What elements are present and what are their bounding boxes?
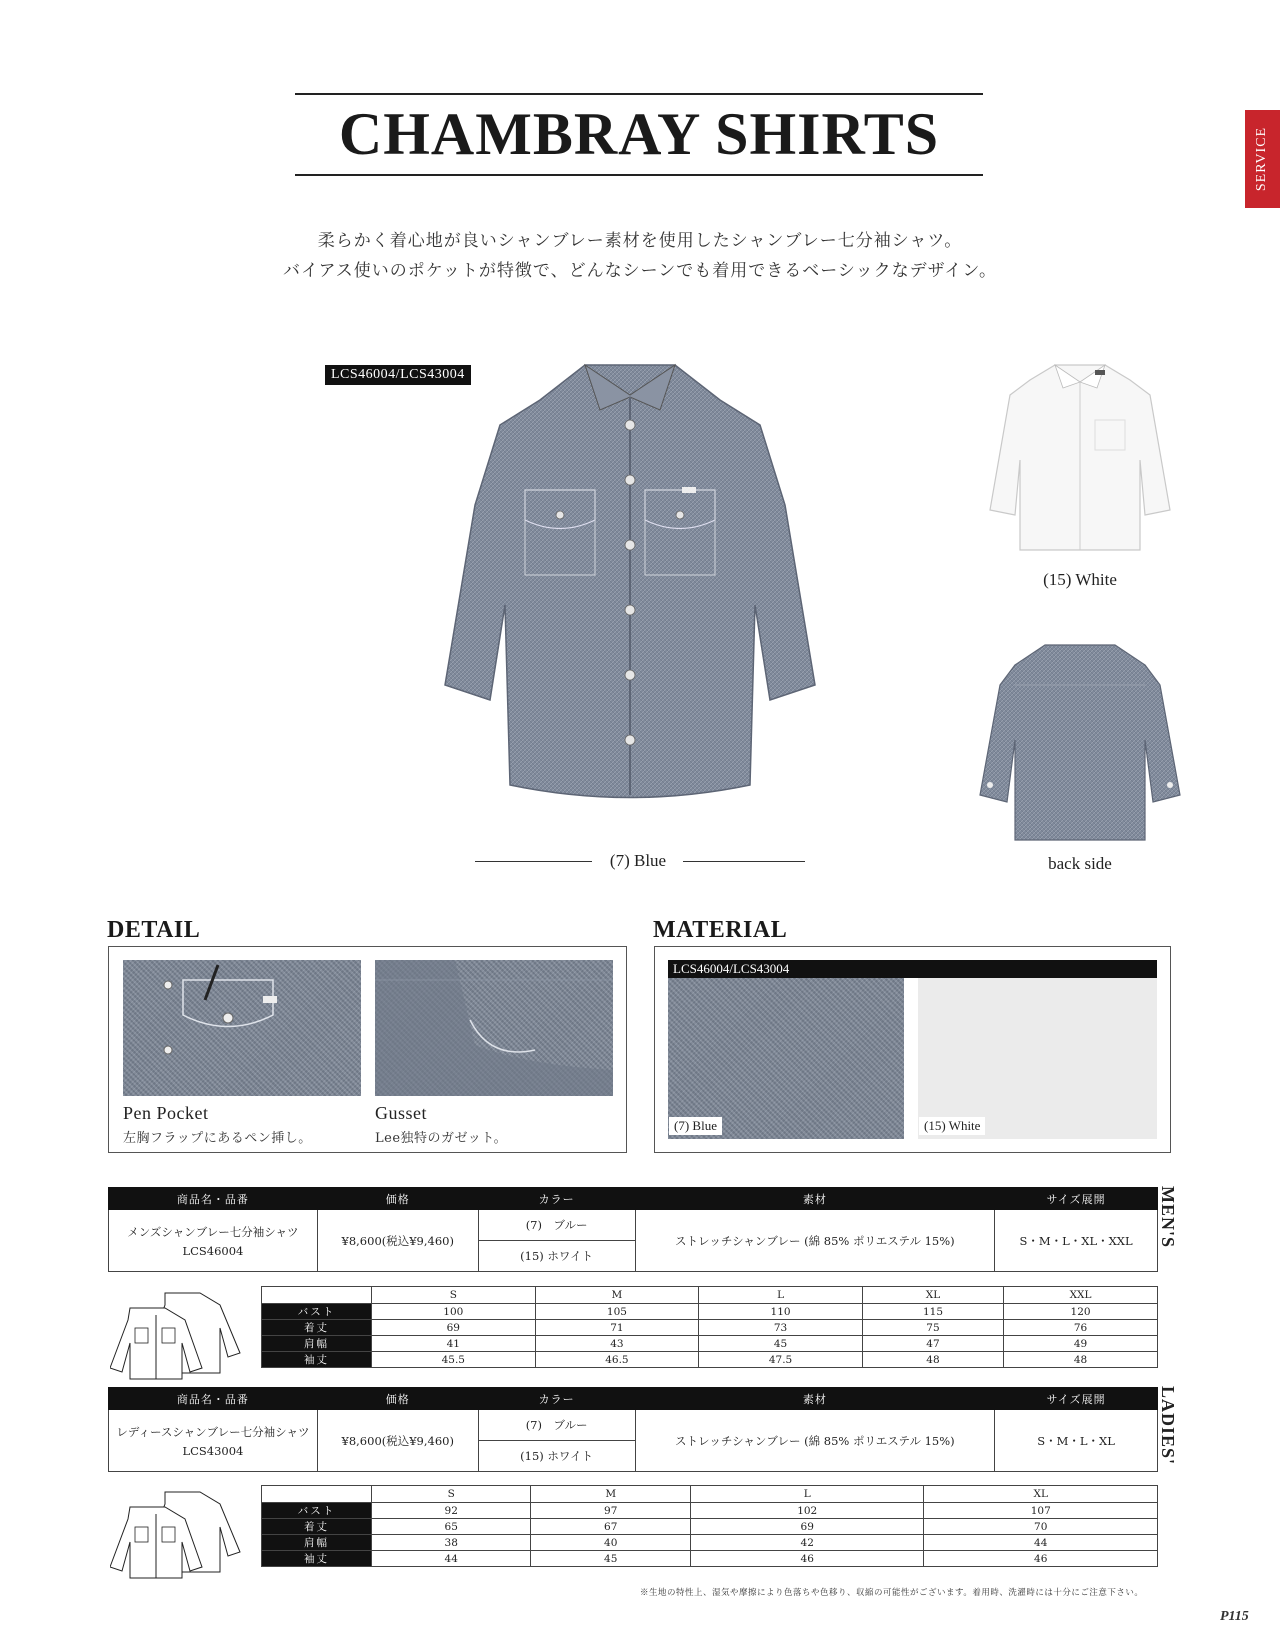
page-number: P115	[1220, 1609, 1249, 1624]
mens-length-s: 69	[372, 1320, 536, 1336]
mens-length-l: 73	[699, 1320, 863, 1336]
mens-shoulder-m: 43	[535, 1336, 699, 1352]
ladies-size-label-sleeve: 袖丈	[262, 1551, 372, 1567]
ladies-sleeve-m: 45	[531, 1551, 690, 1567]
description-line-1: 柔らかく着心地が良いシャンブレー素材を使用したシャンブレー七分袖シャツ。	[317, 231, 963, 251]
ladies-size-header-row	[262, 1486, 1158, 1503]
mens-header-sizes: サイズ展開	[995, 1188, 1158, 1210]
ladies-bust-xl: 107	[924, 1503, 1158, 1519]
shirt-back-image	[975, 640, 1185, 845]
ladies-header-color: カラー	[478, 1388, 635, 1410]
ladies-length-l: 69	[690, 1519, 924, 1535]
ladies-size-corner	[262, 1486, 372, 1503]
ladies-sizes: S・M・L・XL	[995, 1410, 1158, 1472]
service-tab[interactable]	[1245, 110, 1280, 208]
ladies-bust-l: 102	[690, 1503, 924, 1519]
mens-size-row-shoulder	[262, 1336, 1158, 1352]
mens-size-label-shoulder: 肩幅	[262, 1336, 372, 1352]
mens-bust-xxl: 120	[1004, 1304, 1158, 1320]
ladies-size-label-length: 着丈	[262, 1519, 372, 1535]
ladies-side-label: LADIES'	[1158, 1386, 1178, 1466]
material-label-blue: (7) Blue	[669, 1117, 722, 1135]
ladies-shirt-diagram	[110, 1482, 252, 1579]
ladies-bust-s: 92	[372, 1503, 531, 1519]
ladies-sleeve-xl: 46	[924, 1551, 1158, 1567]
mens-product-header	[109, 1188, 1158, 1210]
caption-line-right	[683, 861, 805, 862]
mens-size-row-bust	[262, 1304, 1158, 1320]
mens-product-name-cell	[109, 1210, 318, 1272]
shirt-white-image	[985, 360, 1175, 560]
ladies-header-sizes: サイズ展開	[995, 1388, 1158, 1410]
ladies-product-name-cell	[109, 1410, 318, 1472]
mens-price: ¥8,600(税込¥9,460)	[317, 1210, 478, 1272]
mens-sleeve-l: 47.5	[699, 1352, 863, 1368]
mens-sleeve-xl: 48	[862, 1352, 1003, 1368]
mens-size-label-length: 着丈	[262, 1320, 372, 1336]
ladies-length-s: 65	[372, 1519, 531, 1535]
detail-heading: DETAIL	[107, 917, 201, 943]
ladies-size-col-l: L	[690, 1486, 924, 1503]
mens-sleeve-s: 45.5	[372, 1352, 536, 1368]
pen-pocket-image	[123, 960, 361, 1096]
mens-size-row-sleeve	[262, 1352, 1158, 1368]
ladies-sleeve-s: 44	[372, 1551, 531, 1567]
material-swatch-white	[918, 978, 1157, 1139]
material-heading: MATERIAL	[653, 917, 788, 943]
ladies-bust-m: 97	[531, 1503, 690, 1519]
ladies-product-name: レディースシャンブレー七分袖シャツ	[116, 1424, 310, 1439]
detail-item-1-title: Pen Pocket	[123, 1103, 209, 1123]
title-rule-top	[295, 93, 983, 95]
title-rule-bottom	[295, 174, 983, 176]
mens-shirt-diagram	[110, 1283, 252, 1380]
ladies-shoulder-xl: 44	[924, 1535, 1158, 1551]
ladies-size-label-bust: バスト	[262, 1503, 372, 1519]
mens-bust-l: 110	[699, 1304, 863, 1320]
ladies-color-1: (7) ブルー	[478, 1410, 635, 1441]
ladies-header-price: 価格	[317, 1388, 478, 1410]
mens-sleeve-xxl: 48	[1004, 1352, 1158, 1368]
ladies-size-label-shoulder: 肩幅	[262, 1535, 372, 1551]
material-code-bar: LCS46004/LCS43004	[668, 960, 1157, 978]
ladies-size-col-xl: XL	[924, 1486, 1158, 1503]
mens-side-label: MEN'S	[1158, 1186, 1178, 1249]
ladies-sleeve-l: 46	[690, 1551, 924, 1567]
ladies-shoulder-l: 42	[690, 1535, 924, 1551]
mens-bust-m: 105	[535, 1304, 699, 1320]
mens-color-2: (15) ホワイト	[478, 1241, 635, 1272]
ladies-size-col-s: S	[372, 1486, 531, 1503]
pen-pocket-detail-graphic	[123, 960, 361, 1096]
caption-white: (15) White	[1043, 570, 1117, 589]
mens-size-header-row	[262, 1287, 1158, 1304]
description-line-2: バイアス使いのポケットが特徴で、どんなシーンでも着用できるベーシックなデザイン。	[282, 261, 998, 281]
mens-product-row	[109, 1210, 1158, 1241]
footnote: ※生地の特性上、湿気や摩擦により色落ちや色移り、収縮の可能性がございます。着用時、洗濯時には十分にご注意下さい。	[640, 1588, 1144, 1598]
ladies-size-row-bust	[262, 1503, 1158, 1519]
page-title: CHAMBRAY SHIRTS	[338, 101, 940, 167]
ladies-shoulder-s: 38	[372, 1535, 531, 1551]
mens-material: ストレッチシャンブレー (綿 85% ポリエステル 15%)	[635, 1210, 995, 1272]
detail-item-1-sub: 左胸フラップにあるペン挿し。	[123, 1131, 312, 1146]
mens-length-xxl: 76	[1004, 1320, 1158, 1336]
mens-shoulder-s: 41	[372, 1336, 536, 1352]
caption-line-left	[475, 861, 592, 862]
mens-size-col-m: M	[535, 1287, 699, 1304]
mens-shoulder-xl: 47	[862, 1336, 1003, 1352]
ladies-price: ¥8,600(税込¥9,460)	[317, 1410, 478, 1472]
material-label-white: (15) White	[919, 1117, 985, 1135]
ladies-size-row-shoulder	[262, 1535, 1158, 1551]
mens-size-table	[261, 1286, 1158, 1368]
ladies-length-m: 67	[531, 1519, 690, 1535]
material-swatch-blue	[668, 978, 904, 1139]
ladies-size-table	[261, 1485, 1158, 1567]
ladies-color-2: (15) ホワイト	[478, 1441, 635, 1472]
mens-size-label-bust: バスト	[262, 1304, 372, 1320]
detail-item-2-title: Gusset	[375, 1103, 427, 1123]
mens-product-code: LCS46004	[182, 1243, 244, 1258]
mens-size-row-length	[262, 1320, 1158, 1336]
mens-size-col-xxl: XXL	[1004, 1287, 1158, 1304]
ladies-product-header	[109, 1388, 1158, 1410]
mens-size-label-sleeve: 袖丈	[262, 1352, 372, 1368]
caption-blue: (7) Blue	[609, 851, 667, 870]
mens-bust-xl: 115	[862, 1304, 1003, 1320]
mens-bust-s: 100	[372, 1304, 536, 1320]
gusset-image	[375, 960, 613, 1096]
ladies-size-row-sleeve	[262, 1551, 1158, 1567]
ladies-product-table	[108, 1387, 1158, 1472]
ladies-length-xl: 70	[924, 1519, 1158, 1535]
mens-sizes: S・M・L・XL・XXL	[995, 1210, 1158, 1272]
mens-size-col-xl: XL	[862, 1287, 1003, 1304]
mens-shoulder-l: 45	[699, 1336, 863, 1352]
mens-size-corner	[262, 1287, 372, 1304]
gusset-detail-graphic	[375, 960, 613, 1096]
mens-product-table	[108, 1187, 1158, 1272]
mens-color-1: (7) ブルー	[478, 1210, 635, 1241]
service-tab-label: SERVICE	[1254, 126, 1270, 192]
mens-size-col-s: S	[372, 1287, 536, 1304]
detail-item-2-sub: Lee独特のガゼット。	[375, 1131, 508, 1146]
ladies-product-code: LCS43004	[182, 1443, 244, 1458]
mens-size-col-l: L	[699, 1287, 863, 1304]
mens-header-material: 素材	[635, 1188, 995, 1210]
ladies-product-row	[109, 1410, 1158, 1441]
caption-back-side: back side	[1048, 854, 1112, 873]
product-code-tag: LCS46004/LCS43004	[325, 365, 471, 385]
ladies-shoulder-m: 40	[531, 1535, 690, 1551]
mens-shoulder-xxl: 49	[1004, 1336, 1158, 1352]
ladies-size-col-m: M	[531, 1486, 690, 1503]
mens-sleeve-m: 46.5	[535, 1352, 699, 1368]
ladies-header-name: 商品名・品番	[109, 1388, 318, 1410]
mens-length-m: 71	[535, 1320, 699, 1336]
ladies-header-material: 素材	[635, 1388, 995, 1410]
mens-header-name: 商品名・品番	[109, 1188, 318, 1210]
shirt-blue-front-image	[420, 355, 840, 825]
ladies-size-row-length	[262, 1519, 1158, 1535]
mens-header-color: カラー	[478, 1188, 635, 1210]
mens-header-price: 価格	[317, 1188, 478, 1210]
mens-product-name: メンズシャンブレー七分袖シャツ	[127, 1224, 299, 1239]
ladies-material: ストレッチシャンブレー (綿 85% ポリエステル 15%)	[635, 1410, 995, 1472]
mens-length-xl: 75	[862, 1320, 1003, 1336]
